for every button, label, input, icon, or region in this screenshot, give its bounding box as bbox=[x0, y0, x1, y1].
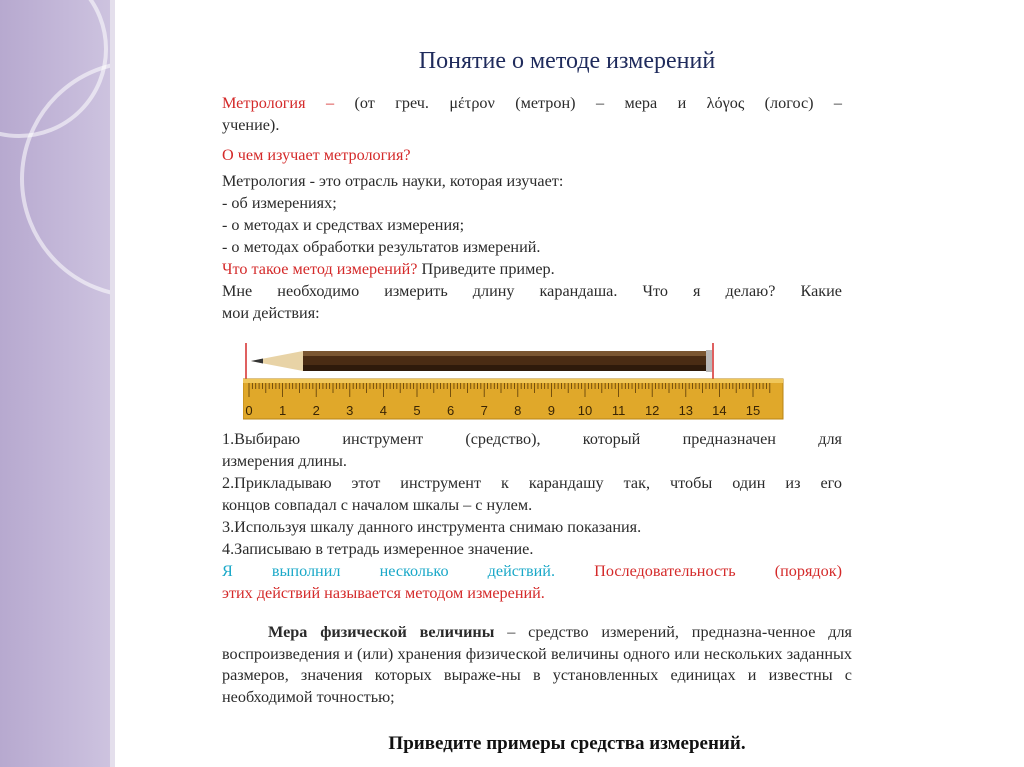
metrology-term: Метрология – bbox=[222, 94, 335, 112]
step-line: 3.Используя шкалу данного инструмента снимаю показания. bbox=[222, 518, 642, 536]
conclusion-blue: Я выполнил несколько действий. bbox=[222, 562, 556, 580]
conclusion-line1 bbox=[222, 560, 842, 582]
pencil-ruler-svg bbox=[243, 343, 788, 421]
slide-content bbox=[222, 92, 842, 324]
slide-title: Понятие о методе измерений bbox=[418, 48, 716, 74]
definition-text: – средство измерений, предназна-ченное для воспроизведения и (или) хранения физической величины одного или нескольких заданных размеров, значения которых выраже-ны в установленных единицах и известны с необходимой точностью; bbox=[222, 623, 852, 706]
ruler-tick-label: 13 bbox=[678, 403, 694, 418]
task-line1: Мне необходимо измерить длину карандаша. Что я делаю? Какие bbox=[222, 282, 842, 300]
sidebar-edge bbox=[110, 0, 115, 767]
question-method-red: Что такое метод измерений? bbox=[222, 260, 418, 278]
answer-item: - об измерениях; bbox=[222, 194, 337, 212]
sidebar-decoration bbox=[0, 0, 110, 767]
ruler-tick-label: 8 bbox=[514, 403, 522, 418]
metrology-origin: (от греч. μέτρον (метрон) – мера и λόγος (логос) – bbox=[354, 94, 843, 112]
ruler-tick-label: 1 bbox=[278, 403, 287, 418]
conclusion-line2: этих действий называется методом измерений. bbox=[222, 584, 545, 602]
steps-section bbox=[222, 428, 842, 604]
task-line2: мои действия: bbox=[222, 304, 320, 322]
metrology-definition-line1 bbox=[222, 92, 842, 114]
ruler-illustration bbox=[243, 343, 788, 421]
ruler-tick-label: 14 bbox=[712, 403, 727, 418]
ruler-tick-label: 4 bbox=[379, 403, 388, 418]
answer-item: - о методах обработки результатов измерений. bbox=[222, 238, 541, 256]
step-line: 4.Записываю в тетрадь измеренное значение. bbox=[222, 540, 534, 558]
ruler-tick-label: 12 bbox=[644, 403, 660, 418]
ruler-tick-label: 0 bbox=[245, 403, 253, 418]
ruler-tick-label: 2 bbox=[312, 403, 320, 418]
answer-intro: Метрология - это отрасль науки, которая изучает: bbox=[222, 172, 564, 190]
step-line: измерения длины. bbox=[222, 452, 347, 470]
ruler-tick-label: 7 bbox=[480, 403, 488, 418]
question-method-tail: Приведите пример. bbox=[421, 260, 555, 278]
metrology-definition-line2: учение). bbox=[222, 116, 280, 134]
ruler-tick-label: 15 bbox=[745, 403, 761, 418]
measure-definition bbox=[222, 622, 852, 708]
ruler bbox=[243, 379, 783, 419]
step-line: концов совпадал с началом шкалы – с нулем. bbox=[222, 496, 533, 514]
ruler-tick-label: 5 bbox=[413, 403, 421, 418]
step-line: 2.Прикладываю этот инструмент к карандашу так, чтобы один из его bbox=[222, 474, 842, 492]
ruler-tick-label: 3 bbox=[346, 403, 354, 418]
step-line: 1.Выбираю инструмент (средство), который предназначен для bbox=[222, 430, 842, 448]
slide-footer-question: Приведите примеры средства измерений. bbox=[388, 733, 746, 754]
definition-term: Мера физической величины bbox=[268, 623, 495, 641]
question-what-metrology-studies: О чем изучает метрология? bbox=[222, 146, 411, 164]
conclusion-red: Последовательность (порядок) bbox=[594, 562, 842, 580]
ruler-tick-label: 9 bbox=[547, 403, 556, 418]
answer-item: - о методах и средствах измерения; bbox=[222, 216, 465, 234]
ruler-tick-label: 11 bbox=[611, 403, 626, 418]
question-method bbox=[222, 258, 842, 280]
ruler-tick-label: 10 bbox=[577, 403, 593, 418]
ruler-tick-label: 6 bbox=[446, 403, 455, 418]
